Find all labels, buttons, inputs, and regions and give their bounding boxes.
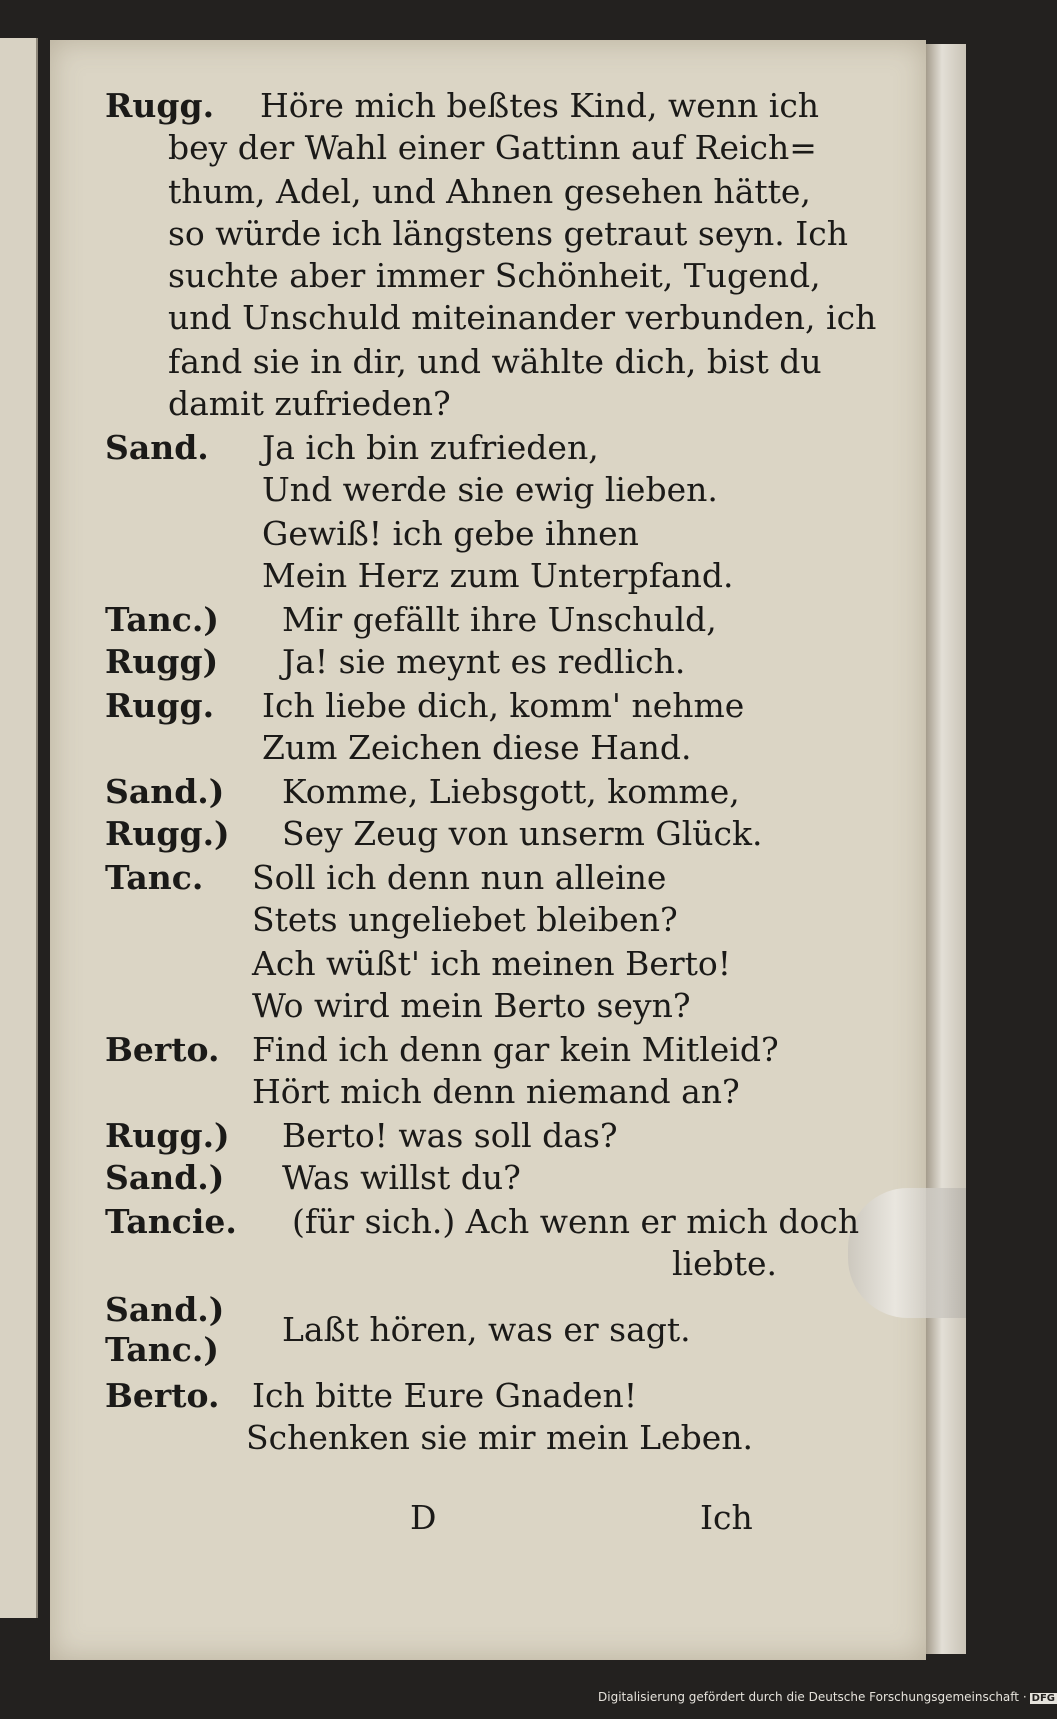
- speaker-label: Tanc.: [105, 858, 204, 897]
- text-line: Ich bitte Eure Gnaden!: [252, 1376, 638, 1415]
- footer-credit: [598, 1690, 1055, 1714]
- text-line: Berto! was soll das?: [282, 1116, 618, 1155]
- speaker-label: Tanc.): [105, 1330, 219, 1369]
- speaker-label: Rugg.): [105, 1116, 230, 1155]
- speaker-label: Rugg.): [105, 814, 230, 853]
- speaker-label: Sand.): [105, 1158, 225, 1197]
- text-line: damit zufrieden?: [168, 384, 451, 423]
- text-line: Mein Herz zum Unterpfand.: [262, 556, 734, 595]
- text-line: thum, Adel, und Ahnen gesehen hätte,: [168, 172, 811, 211]
- text-line: und Unschuld miteinander verbunden, ich: [168, 298, 877, 337]
- text-line: bey der Wahl einer Gattinn auf Reich=: [168, 128, 817, 167]
- text-line: fand sie in dir, und wählte dich, bist du: [168, 342, 822, 381]
- speaker-label: Sand.: [105, 428, 209, 467]
- text-line: suchte aber immer Schönheit, Tugend,: [168, 256, 821, 295]
- speaker-label: Berto.: [105, 1376, 220, 1415]
- speaker-label: Tanc.): [105, 600, 219, 639]
- speaker-label: Rugg.: [105, 686, 215, 725]
- text-line: Ja ich bin zufrieden,: [262, 428, 599, 467]
- speaker-label: Sand.): [105, 772, 225, 811]
- catchword: Ich: [700, 1498, 753, 1537]
- speaker-label: Rugg.: [105, 86, 215, 125]
- text-line: Soll ich denn nun alleine: [252, 858, 667, 897]
- text-line: Zum Zeichen diese Hand.: [262, 728, 692, 767]
- footer-text: Digitalisierung gefördert durch die Deutsche Forschungsgemeinschaft ·: [598, 1690, 1027, 1704]
- text-line: Höre mich beßtes Kind, wenn ich: [260, 86, 820, 125]
- text-line: Und werde sie ewig lieben.: [262, 470, 718, 509]
- glass-clip: [848, 1188, 966, 1318]
- speaker-label: Sand.): [105, 1290, 225, 1329]
- text-line: so würde ich längstens getraut seyn. Ich: [168, 214, 848, 253]
- text-line: Wo wird mein Berto seyn?: [252, 986, 691, 1025]
- text-line: liebte.: [672, 1244, 778, 1283]
- text-line: Stets ungeliebet bleiben?: [252, 900, 678, 939]
- speaker-label: Rugg): [105, 642, 219, 681]
- text-line: Gewiß! ich gebe ihnen: [262, 514, 639, 553]
- text-line: Ach wüßt' ich meinen Berto!: [252, 944, 732, 983]
- text-line: Ja! sie meynt es redlich.: [282, 642, 686, 681]
- text-line: Sey Zeug von unserm Glück.: [282, 814, 763, 853]
- speaker-label: Berto.: [105, 1030, 220, 1069]
- text-line: Was willst du?: [282, 1158, 521, 1197]
- text-line: Hört mich denn niemand an?: [252, 1072, 740, 1111]
- signature-mark: D: [410, 1498, 437, 1537]
- page-stack-edge: [926, 44, 966, 1654]
- dfg-logo: DFG: [1031, 1693, 1055, 1704]
- left-page-edge: [0, 38, 38, 1618]
- text-line: (für sich.) Ach wenn er mich doch: [292, 1202, 860, 1241]
- text-line: Laßt hören, was er sagt.: [282, 1310, 691, 1349]
- text-line: Komme, Liebsgott, komme,: [282, 772, 740, 811]
- speaker-label: Tancie.: [105, 1202, 237, 1241]
- text-line: Schenken sie mir mein Leben.: [246, 1418, 753, 1457]
- text-line: Find ich denn gar kein Mitleid?: [252, 1030, 779, 1069]
- text-line: Mir gefällt ihre Unschuld,: [282, 600, 717, 639]
- text-line: Ich liebe dich, komm' nehme: [262, 686, 745, 725]
